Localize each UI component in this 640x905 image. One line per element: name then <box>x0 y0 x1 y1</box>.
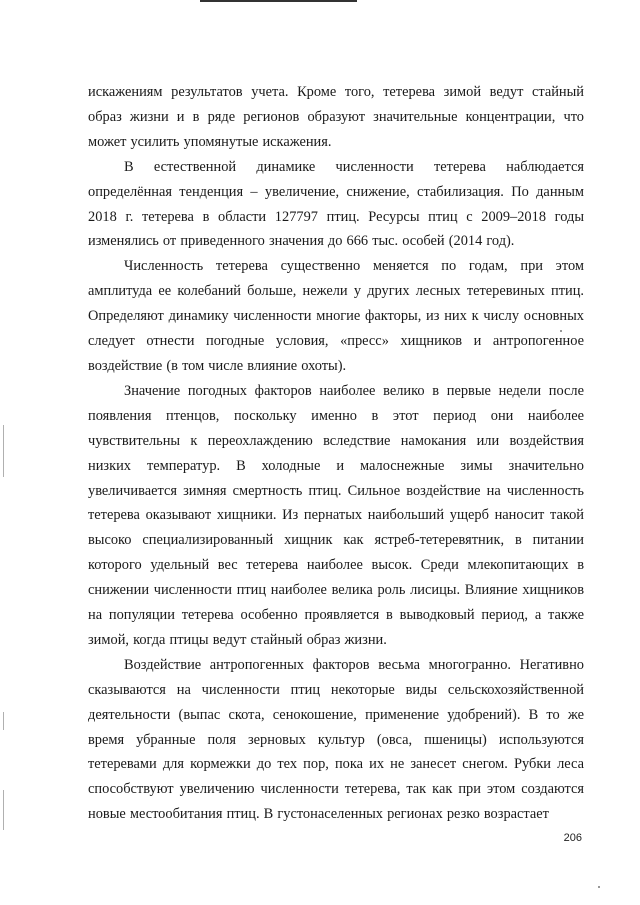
scan-margin-mark <box>3 790 4 830</box>
paragraph-dynamics: В естественной динамике численности тетерева наблюдается определённая тенденция – увеличение, снижение, стабилизация. По данным 2018 г. тетерева в области 127797 птиц. Ресурсы птиц с 2009–2018 годы изменялись от приведенного значения до 666 тыс. особей (2014 год). <box>88 158 584 250</box>
paragraph-anthropogenic: Воздействие антропогенных факторов весьма многогранно. Негативно сказываются на численности птиц некоторые виды сельскохозяйственной деятельности (выпас скота, сенокошение, применение удобрений). В то же время убранные поля зерновых культур (овса, пшеницы) используются тетеревами для кормежки до тех пор, пока их не занесет снегом. Рубки леса способствуют увеличению численности тетерева, так как при этом создаются новые местообитания птиц. В густонаселенных регионах резко возрастает <box>88 656 584 823</box>
page-number: 206 <box>563 832 582 844</box>
document-body <box>88 80 584 827</box>
paragraph-continuation: искажениям результатов учета. Кроме того, тетерева зимой ведут стайный образ жизни и в ряде регионов образуют значительные концентрации, что может усилить упомянутые искажения. <box>88 84 584 150</box>
top-border-line <box>200 0 357 2</box>
scan-speck <box>598 886 600 888</box>
scan-margin-mark <box>3 425 4 477</box>
paragraph-weather-predators: Значение погодных факторов наиболее велико в первые недели после появления птенцов, поскольку именно в этот период они наиболее чувствительны к переохлаждению вследствие намокания или воздействия низких температур. В холодные и малоснежные зимы значительно увеличивается зимняя смертность птиц. Сильное воздействие на численность тетерева оказывают хищники. Из пернатых наибольший ущерб наносит такой высоко специализированный хищник как ястреб-тетеревятник, в питании которого удельный вес тетерева наиболее высок. Среди млекопитающих в снижении численности птиц наиболее велика роль лисицы. Влияние хищников на популяции тетерева особенно проявляется в выводковый период, а также зимой, когда птицы ведут стайный образ жизни. <box>88 382 584 648</box>
paragraph-abundance: Численность тетерева существенно меняется по годам, при этом амплитуда ее колебаний больше, нежели у других лесных тетеревиных птиц. Определяют динамику численности многие факторы, из них к числу основных следует отнести погодные условия, «пресс» хищников и антропогенное воздействие (в том числе влияние охоты). <box>88 258 584 374</box>
scan-margin-mark <box>3 712 4 730</box>
